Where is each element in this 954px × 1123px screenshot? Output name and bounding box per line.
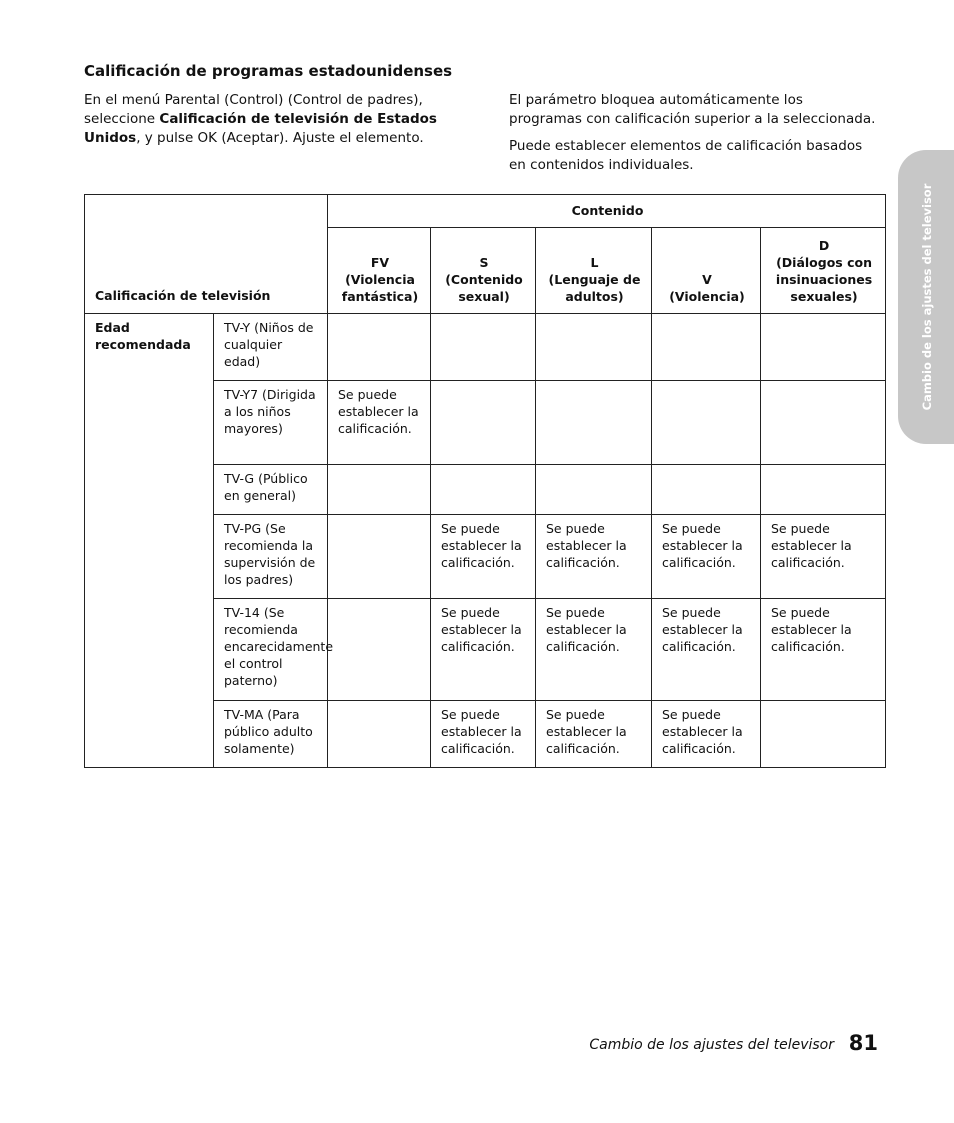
side-tab-label: Cambio de los ajustes del televisor <box>920 183 934 411</box>
rating-name: TV-Y7 (Dirigida a los niños mayores) <box>214 381 328 465</box>
rating-cell <box>431 314 536 381</box>
column-description: (Violencia) <box>669 289 745 304</box>
rating-cell <box>328 599 431 701</box>
rating-cell <box>761 465 886 515</box>
column-description: (Violencia fantástica) <box>341 272 419 304</box>
rating-cell: Se puede establecer la calificación. <box>431 701 536 768</box>
rating-cell: Se puede establecer la calificación. <box>761 515 886 599</box>
rating-cell <box>652 465 761 515</box>
column-header-v <box>652 228 761 314</box>
column-code: S <box>479 255 489 270</box>
group-label: Edad recomendada <box>85 314 214 768</box>
rating-cell: Se puede establecer la calificación. <box>536 515 652 599</box>
column-description: (Contenido sexual) <box>445 272 523 304</box>
column-code: D <box>818 238 830 253</box>
rating-cell <box>652 381 761 465</box>
rating-cell <box>328 701 431 768</box>
page-number: 81 <box>848 1031 878 1055</box>
footer-section-title: Cambio de los ajustes del televisor <box>589 1037 834 1053</box>
rating-cell <box>328 314 431 381</box>
rating-cell <box>761 701 886 768</box>
rating-cell <box>328 515 431 599</box>
rating-cell: Se puede establecer la calificación. <box>328 381 431 465</box>
content-header: Contenido <box>328 195 886 228</box>
table-row <box>85 314 886 381</box>
rating-cell: Se puede establecer la calificación. <box>652 515 761 599</box>
rating-cell <box>536 314 652 381</box>
rating-name: TV-14 (Se recomienda encarecidamente el control paterno) <box>214 599 328 701</box>
rating-cell: Se puede establecer la calificación. <box>536 599 652 701</box>
rating-cell: Se puede establecer la calificación. <box>652 599 761 701</box>
rating-cell <box>536 465 652 515</box>
rating-cell: Se puede establecer la calificación. <box>431 599 536 701</box>
column-code: V <box>702 272 712 287</box>
rating-cell <box>431 381 536 465</box>
corner-header: Calificación de televisión <box>85 195 328 314</box>
rating-cell: Se puede establecer la calificación. <box>652 701 761 768</box>
rating-cell <box>536 381 652 465</box>
rating-cell: Se puede establecer la calificación. <box>536 701 652 768</box>
rating-name: TV-Y (Niños de cualquier edad) <box>214 314 328 381</box>
header-row-1 <box>85 195 886 228</box>
intro-right-column <box>509 91 879 183</box>
column-header-s <box>431 228 536 314</box>
column-code: L <box>590 255 599 270</box>
section-heading: Calificación de programas estadounidenses <box>84 62 453 80</box>
rating-cell <box>652 314 761 381</box>
rating-name: TV-PG (Se recomienda la supervisión de los padres) <box>214 515 328 599</box>
column-header-l <box>536 228 652 314</box>
rating-cell <box>328 465 431 515</box>
rating-name: TV-G (Público en general) <box>214 465 328 515</box>
intro-text-1: En el menú Parental (Control) (Control de padres), seleccione <box>84 92 423 127</box>
rating-cell <box>761 314 886 381</box>
rating-name: TV-MA (Para público adulto solamente) <box>214 701 328 768</box>
column-header-d <box>761 228 886 314</box>
rating-cell: Se puede establecer la calificación. <box>761 599 886 701</box>
intro-left-column <box>84 91 479 156</box>
intro-paragraph <box>84 91 479 148</box>
content-paragraph: Puede establecer elementos de calificación basados en contenidos individuales. <box>509 138 863 173</box>
rating-cell: Se puede establecer la calificación. <box>431 515 536 599</box>
column-description: (Diálogos con insinuaciones sexuales) <box>775 255 873 304</box>
intro-text-2: , y pulse OK (Aceptar). Ajuste el elemento. <box>136 130 424 146</box>
column-header-fv <box>328 228 431 314</box>
block-paragraph: El parámetro bloquea automáticamente los programas con calificación superior a la seleccionada. <box>509 92 876 127</box>
intro-menu-item: Calificación de televisión de Estados Unidos <box>84 111 437 146</box>
rating-cell <box>431 465 536 515</box>
column-code: FV <box>370 255 390 270</box>
column-description: (Lenguaje de adultos) <box>548 272 641 304</box>
rating-table <box>84 194 886 768</box>
rating-table-body <box>85 195 886 768</box>
rating-cell <box>761 381 886 465</box>
